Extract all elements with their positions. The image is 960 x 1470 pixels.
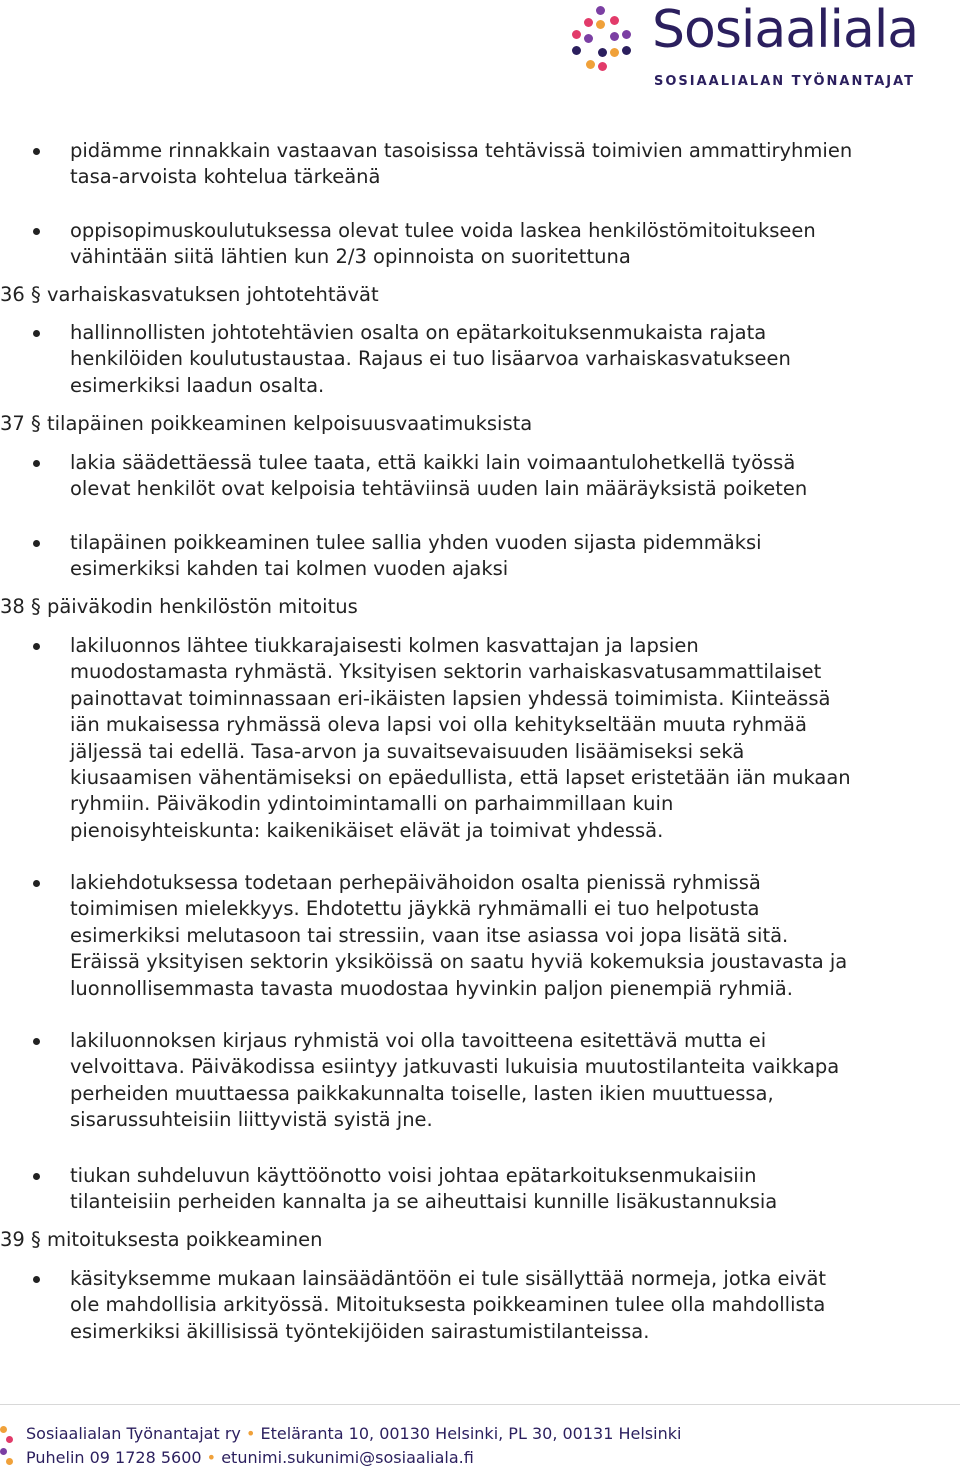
bullet-text-line: vähintään siitä lähtien kun 2/3 opinnoista on suoritettuna	[70, 245, 631, 269]
footer-divider	[0, 1404, 960, 1405]
sosiaaliala-logo	[570, 0, 950, 92]
bullet-dot-icon	[33, 148, 40, 155]
footer-address: Eteläranta 10, 00130 Helsinki, PL 30, 00131 Helsinki	[260, 1424, 682, 1443]
logo-wordmark: Sosiaaliala	[652, 0, 919, 60]
bullet-dot-icon	[33, 540, 40, 547]
bullet-text-line: olevat henkilöt ovat kelpoisia tehtäviinsä uuden lain määräyksistä poiketen	[70, 477, 808, 501]
bullet-text-line: jäljessä tai edellä. Tasa-arvon ja suvaitsevaisuuden lisäämiseksi sekä	[70, 739, 745, 763]
section-number: 37	[0, 412, 25, 435]
bullet-text-line: hallinnollisten johtotehtävien osalta on epätarkoituksenmukaista rajata	[70, 321, 767, 344]
section-heading	[0, 1227, 323, 1253]
logo-dot	[610, 48, 619, 57]
bullet-dot-icon	[33, 880, 40, 887]
bullet-text-line: esimerkiksi äkillisissä työntekijöiden sairastumistilanteissa.	[70, 1319, 650, 1343]
bullet-text-line: tilapäinen poikkeaminen tulee sallia yhden vuoden sijasta pidemmäksi	[70, 531, 762, 554]
footer-phone: Puhelin 09 1728 5600	[26, 1448, 202, 1467]
section-heading	[0, 594, 358, 620]
section-number: 39	[0, 1228, 25, 1251]
bullet-text-line: perheiden muuttaessa paikkakunnalta toiselle, lasten ikien muuttuessa,	[70, 1081, 774, 1105]
logo-tagline: SOSIAALIALAN TYÖNANTAJAT	[654, 74, 916, 89]
logo-dot	[572, 46, 581, 55]
logo-dot	[622, 30, 631, 39]
logo-dot	[598, 48, 607, 57]
bullet-text-line: ryhmiin. Päiväkodin ydintoimintamalli on parhaimmillaan kuin	[70, 792, 674, 816]
bullet-text-line: sisarussuhteisiin liittyvistä syistä jne.	[70, 1108, 433, 1132]
bullet-dot-icon	[33, 228, 40, 235]
bullet-text-line: painottavat toiminnassaan eri-ikäisten lapsien yhdessä toimimista. Kiinteässä	[70, 686, 831, 710]
logo-dot	[596, 20, 605, 29]
section-symbol: §	[31, 1228, 41, 1251]
bullet-text-line: ole mahdollisia arkityössä. Mitoituksesta poikkeaminen tulee olla mahdollista	[70, 1293, 826, 1317]
logo-dot	[584, 18, 593, 27]
section-title: varhaiskasvatuksen johtotehtävät	[46, 283, 379, 306]
footer	[0, 1414, 960, 1470]
footer-dot	[6, 1458, 13, 1465]
bullet-text-line: iän mukaisessa ryhmässä oleva lapsi voi olla kehitykseltään muuta ryhmää	[70, 713, 807, 737]
bullet-dot-icon	[33, 643, 40, 650]
footer-dot	[0, 1448, 7, 1455]
logo-dot	[584, 34, 593, 43]
logo-dot-mark-icon	[570, 4, 640, 74]
bullet-text-line: henkilöiden koulutustaustaa. Rajaus ei tuo lisäarvoa varhaiskasvatukseen	[70, 347, 791, 371]
bullet-text-line: oppisopimuskoulutuksessa olevat tulee voida laskea henkilöstömitoitukseen	[70, 219, 816, 242]
bullet-text-line: luonnollisemmasta tavasta muodostaa hyvinkin paljon pienempiä ryhmiä.	[70, 976, 793, 1000]
bullet-text-line: lakiehdotuksessa todetaan perhepäivähoidon osalta pienissä ryhmissä	[70, 871, 761, 894]
bullet-text-line: lakiluonnos lähtee tiukkarajaisesti kolmen kasvattajan ja lapsien	[70, 634, 699, 657]
section-title: mitoituksesta poikkeaminen	[46, 1228, 323, 1251]
bullet-text-line: tilanteisiin perheiden kannalta ja se aiheuttaisi kunnille lisäkustannuksia	[70, 1190, 778, 1214]
footer-email[interactable]: etunimi.sukunimi@sosiaaliala.fi	[221, 1448, 474, 1467]
section-title: päiväkodin henkilöstön mitoitus	[46, 595, 358, 618]
bullet-text-line: tiukan suhdeluvun käyttöönotto voisi johtaa epätarkoituksenmukaisiin	[70, 1164, 757, 1187]
bullet-text-line: Eräissä yksityisen sektorin yksiköissä on saatu hyviä kokemuksia joustavasta ja	[70, 950, 848, 974]
logo-dot	[572, 30, 581, 39]
bullet-text-line: esimerkiksi kahden tai kolmen vuoden ajaksi	[70, 557, 509, 581]
footer-address-line	[26, 1424, 681, 1443]
bullet-text-line: muodostamasta ryhmästä. Yksityisen sektorin varhaiskasvatusammattilaiset	[70, 660, 822, 684]
section-number: 38	[0, 595, 25, 618]
logo-dot	[598, 62, 607, 71]
bullet-text-line: pienoisyhteiskunta: kaikenikäiset elävät ja toimivat yhdessä.	[70, 818, 664, 842]
footer-dot	[6, 1436, 13, 1443]
logo-dot	[622, 46, 631, 55]
footer-dot	[0, 1426, 7, 1433]
bullet-text-line: lakia säädettäessä tulee taata, että kaikki lain voimaantulohetkellä työssä	[70, 451, 796, 474]
section-title: tilapäinen poikkeaminen kelpoisuusvaatimuksista	[46, 412, 533, 435]
section-number: 36	[0, 283, 25, 306]
logo-dot	[610, 16, 619, 25]
bullet-text-line: esimerkiksi melutasoon tai stressiin, vaan itse asiassa voi jopa lisätä sitä.	[70, 923, 789, 947]
footer-dots-icon	[0, 1426, 14, 1466]
section-heading	[0, 282, 379, 308]
section-symbol: §	[31, 595, 41, 618]
bullet-dot-icon	[33, 1276, 40, 1283]
bullet-text-line: pidämme rinnakkain vastaavan tasoisissa tehtävissä toimivien ammattiryhmien	[70, 139, 853, 162]
section-heading	[0, 411, 532, 437]
bullet-text-line: velvoittava. Päiväkodissa esiintyy jatkuvasti lukuisia muutostilanteita vaikkapa	[70, 1055, 840, 1079]
section-symbol: §	[31, 412, 41, 435]
bullet-text-line: lakiluonnoksen kirjaus ryhmistä voi olla tavoitteena esitettävä mutta ei	[70, 1029, 767, 1052]
bullet-dot-icon	[33, 330, 40, 337]
bullet-dot-icon	[33, 1038, 40, 1045]
logo-dot	[610, 32, 619, 41]
logo-dot	[586, 60, 595, 69]
bullet-text-line: esimerkiksi laadun osalta.	[70, 373, 325, 397]
logo-dot	[596, 6, 605, 15]
section-symbol: §	[31, 283, 41, 306]
bullet-text-line: tasa-arvoista kohtelua tärkeänä	[70, 165, 381, 189]
footer-org-name: Sosiaalialan Työnantajat ry	[26, 1424, 241, 1443]
footer-separator: •	[206, 1448, 217, 1467]
bullet-text-line: käsityksemme mukaan lainsäädäntöön ei tule sisällyttää normeja, jotka eivät	[70, 1267, 827, 1290]
footer-separator: •	[245, 1424, 256, 1443]
bullet-text-line: toimimisen mielekkyys. Ehdotettu jäykkä ryhmämalli ei tuo helpotusta	[70, 897, 760, 921]
bullet-dot-icon	[33, 1173, 40, 1180]
footer-contact-line	[26, 1448, 474, 1467]
bullet-dot-icon	[33, 460, 40, 467]
bullet-text-line: kiusaamisen vähentämiseksi on epäedullista, että lapset eristetään iän mukaan	[70, 766, 851, 789]
